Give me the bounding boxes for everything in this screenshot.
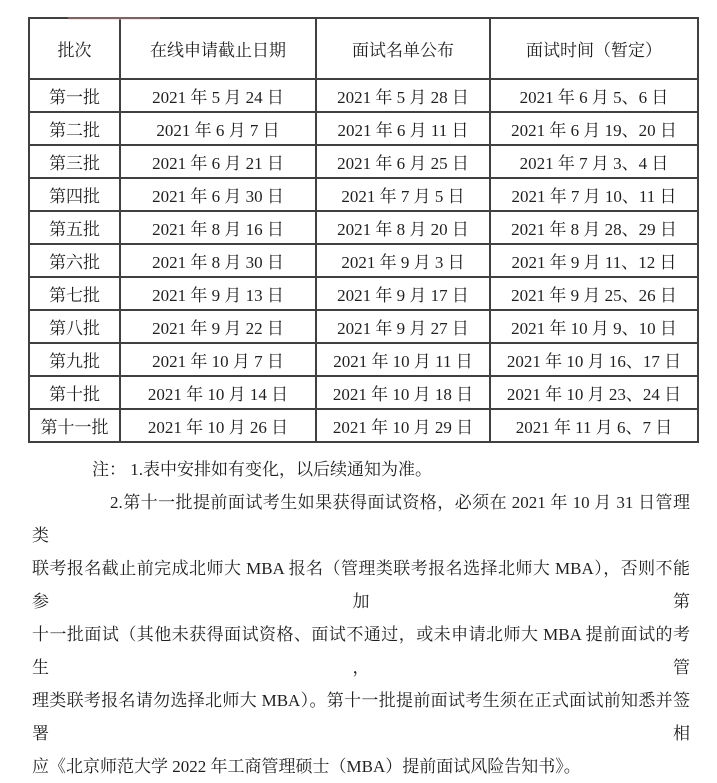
header-list-publish: 面试名单公布 <box>316 18 490 79</box>
cell-interview-time: 2021 年 6 月 5、6 日 <box>490 79 698 112</box>
cell-list-publish: 2021 年 5 月 28 日 <box>316 79 490 112</box>
cell-apply-deadline: 2021 年 10 月 26 日 <box>120 409 316 442</box>
cell-batch: 第八批 <box>29 310 120 343</box>
cell-apply-deadline: 2021 年 10 月 14 日 <box>120 376 316 409</box>
note-line: 十一批面试（其他未获得面试资格、面试不通过，或未申请北师大 MBA 提前面试的考生，管 <box>32 625 690 677</box>
table-row <box>29 112 698 145</box>
cell-list-publish: 2021 年 9 月 3 日 <box>316 244 490 277</box>
table-row <box>29 376 698 409</box>
cell-batch: 第十一批 <box>29 409 120 442</box>
cell-batch: 第一批 <box>29 79 120 112</box>
cell-batch: 第二批 <box>29 112 120 145</box>
table-row <box>29 310 698 343</box>
cell-batch: 第三批 <box>29 145 120 178</box>
table-row <box>29 178 698 211</box>
cell-list-publish: 2021 年 8 月 20 日 <box>316 211 490 244</box>
cell-apply-deadline: 2021 年 8 月 16 日 <box>120 211 316 244</box>
cell-interview-time: 2021 年 10 月 9、10 日 <box>490 310 698 343</box>
cell-interview-time: 2021 年 11 月 6、7 日 <box>490 409 698 442</box>
note-line: 注： 1.表中安排如有变化，以后续通知为准。 <box>92 460 432 479</box>
interview-schedule-table <box>28 17 699 443</box>
cell-list-publish: 2021 年 9 月 17 日 <box>316 277 490 310</box>
table-row <box>29 244 698 277</box>
cell-batch: 第六批 <box>29 244 120 277</box>
table-row <box>29 343 698 376</box>
cell-apply-deadline: 2021 年 10 月 7 日 <box>120 343 316 376</box>
cell-list-publish: 2021 年 10 月 29 日 <box>316 409 490 442</box>
cell-apply-deadline: 2021 年 6 月 21 日 <box>120 145 316 178</box>
cell-apply-deadline: 2021 年 6 月 7 日 <box>120 112 316 145</box>
notice-document <box>0 17 717 783</box>
cell-batch: 第七批 <box>29 277 120 310</box>
cropped-annotation-artifact <box>68 17 160 20</box>
cell-apply-deadline: 2021 年 9 月 22 日 <box>120 310 316 343</box>
header-interview-time: 面试时间（暂定） <box>490 18 698 79</box>
cell-list-publish: 2021 年 10 月 18 日 <box>316 376 490 409</box>
cell-list-publish: 2021 年 7 月 5 日 <box>316 178 490 211</box>
cell-interview-time: 2021 年 9 月 11、12 日 <box>490 244 698 277</box>
table-row <box>29 409 698 442</box>
cell-interview-time: 2021 年 10 月 23、24 日 <box>490 376 698 409</box>
header-apply-deadline: 在线申请截止日期 <box>120 18 316 79</box>
cell-batch: 第十批 <box>29 376 120 409</box>
cell-apply-deadline: 2021 年 6 月 30 日 <box>120 178 316 211</box>
table-row <box>29 277 698 310</box>
table-row <box>29 79 698 112</box>
table-row <box>29 211 698 244</box>
cell-list-publish: 2021 年 6 月 25 日 <box>316 145 490 178</box>
cell-apply-deadline: 2021 年 8 月 30 日 <box>120 244 316 277</box>
cell-interview-time: 2021 年 8 月 28、29 日 <box>490 211 698 244</box>
note-line: 2.第十一批提前面试考生如果获得面试资格，必须在 2021 年 10 月 31 日管理类 <box>32 493 690 545</box>
cell-batch: 第五批 <box>29 211 120 244</box>
note-line: 应《北京师范大学 2022 年工商管理硕士（MBA）提前面试风险告知书》。 <box>32 757 581 776</box>
cell-interview-time: 2021 年 10 月 16、17 日 <box>490 343 698 376</box>
cell-batch: 第九批 <box>29 343 120 376</box>
cell-list-publish: 2021 年 10 月 11 日 <box>316 343 490 376</box>
note-line: 理类联考报名请勿选择北师大 MBA）。第十一批提前面试考生须在正式面试前知悉并签署相 <box>32 691 690 743</box>
cell-batch: 第四批 <box>29 178 120 211</box>
cell-interview-time: 2021 年 7 月 3、4 日 <box>490 145 698 178</box>
cell-interview-time: 2021 年 9 月 25、26 日 <box>490 277 698 310</box>
table-header-row <box>29 18 698 79</box>
cell-list-publish: 2021 年 6 月 11 日 <box>316 112 490 145</box>
cell-apply-deadline: 2021 年 9 月 13 日 <box>120 277 316 310</box>
cell-apply-deadline: 2021 年 5 月 24 日 <box>120 79 316 112</box>
table-row <box>29 145 698 178</box>
cell-interview-time: 2021 年 7 月 10、11 日 <box>490 178 698 211</box>
cell-list-publish: 2021 年 9 月 27 日 <box>316 310 490 343</box>
note-line: 联考报名截止前完成北师大 MBA 报名（管理类联考报名选择北师大 MBA），否则不能参加第 <box>32 559 690 611</box>
header-batch: 批次 <box>29 18 120 79</box>
cell-interview-time: 2021 年 6 月 19、20 日 <box>490 112 698 145</box>
notes-section <box>32 453 690 783</box>
